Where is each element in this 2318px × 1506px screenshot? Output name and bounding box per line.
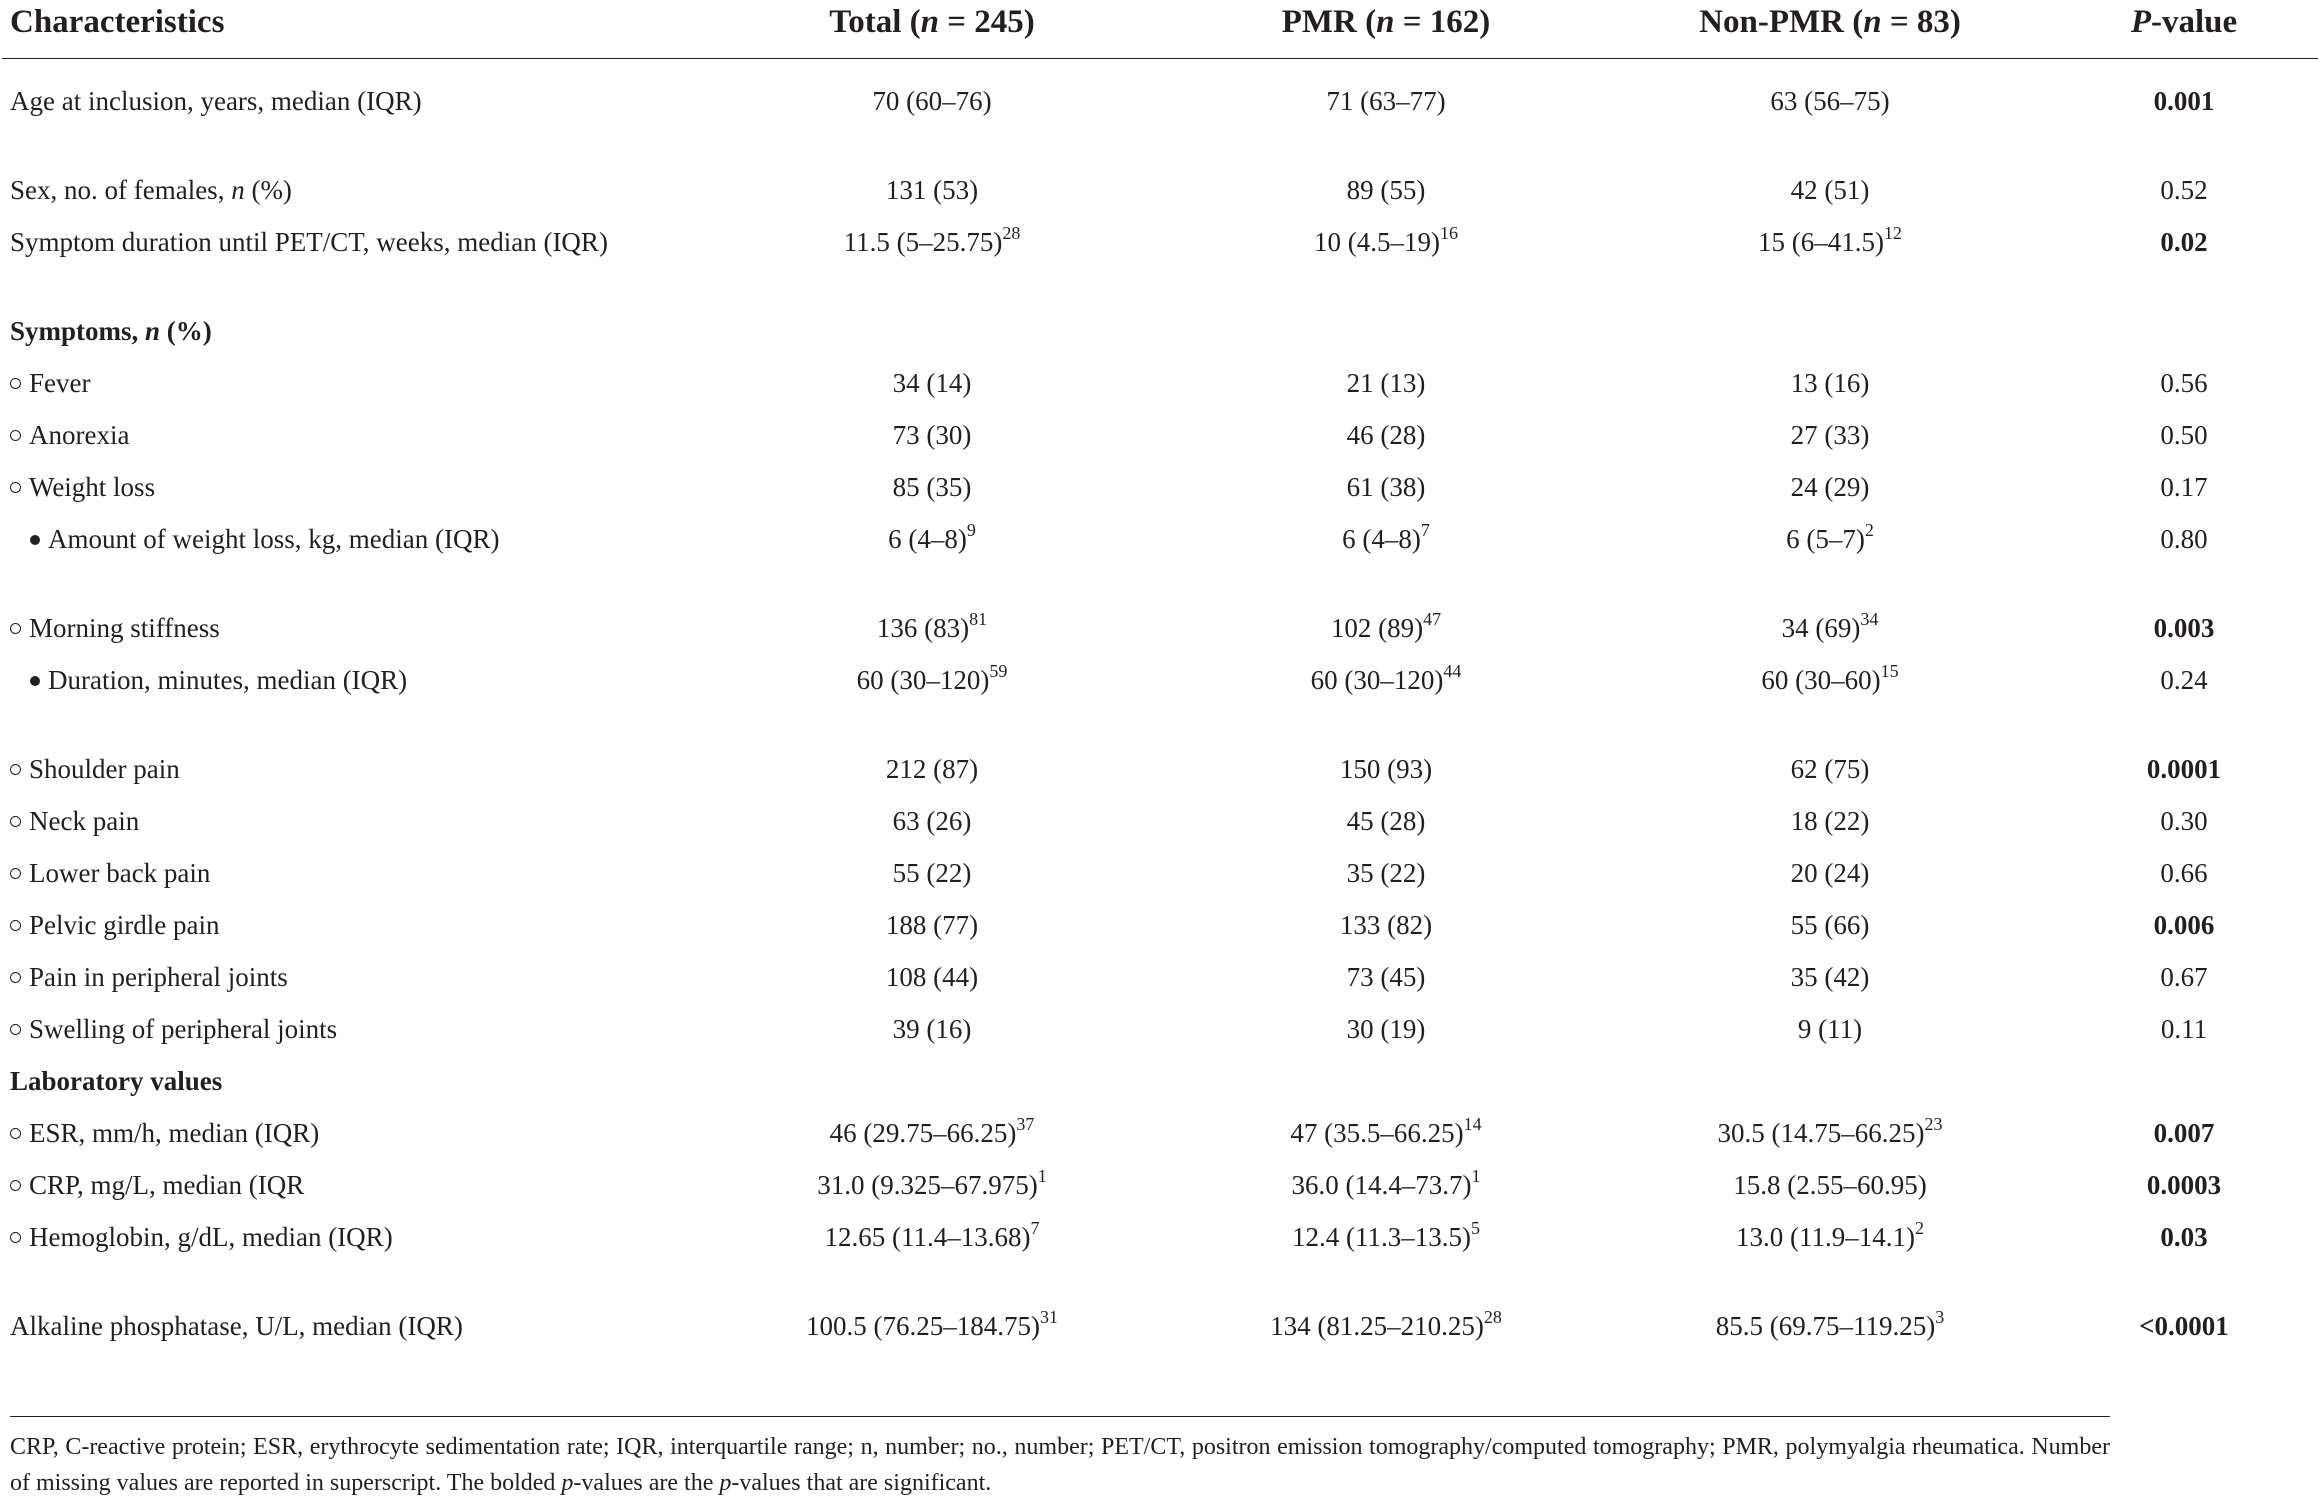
row-label: Shoulder pain bbox=[2, 751, 702, 803]
row-label: Alkaline phosphatase, U/L, median (IQR) bbox=[10, 1311, 463, 1341]
row-label: Pelvic girdle pain bbox=[2, 907, 702, 959]
cell-pmr: 47 $(35.5-66.25)^{14}$ bbox=[1290, 1114, 1482, 1148]
cell-nonpmr: 13 (16) bbox=[1790, 368, 1870, 398]
cell-nonpmr: 6 $(5-7)^2$ bbox=[1786, 520, 1874, 554]
cell-pmr: 73 (45) bbox=[1346, 962, 1426, 992]
cell-nonpmr bbox=[1610, 224, 2050, 313]
cell-total: 39 (16) bbox=[892, 1014, 972, 1044]
cell-pvalue: 0.001 bbox=[2153, 86, 2215, 116]
section-heading-symptoms: Symptoms, n (%) bbox=[10, 316, 212, 346]
missing-count: 1 bbox=[1037, 1166, 1047, 1186]
cell-nonpmr: 34 $(69)^{34}$ bbox=[1781, 609, 1879, 643]
row-label: Amount of weight loss, kg, median (IQR) bbox=[2, 521, 702, 610]
cell-pmr: 71 (63–77) bbox=[1326, 86, 1446, 116]
missing-count: 9 bbox=[966, 520, 976, 540]
row-label: Sex, no. of females, n (%) bbox=[10, 175, 292, 205]
table-row bbox=[2, 469, 2318, 521]
missing-count: 7 bbox=[1420, 520, 1430, 540]
circle-bullet-icon bbox=[10, 623, 21, 634]
cell-nonpmr: 15.8 (2.55–60.95) bbox=[1733, 1170, 1927, 1200]
table-footnote: CRP, C-reactive protein; ESR, erythrocyte sedimentation rate; IQR, interquartile range; n, number; no., number; PET/CT, positron emission tomography/computed tomography; PMR, polymyalgia rheumatica. Number of missing values are reported in superscript. The bolded p-values are the p-values that are significant. bbox=[10, 1416, 2110, 1501]
table-row bbox=[2, 1308, 2318, 1407]
row-label: Swelling of peripheral joints bbox=[2, 1011, 702, 1063]
cell-pvalue: 0.007 bbox=[2153, 1118, 2215, 1148]
row-label: Lower back pain bbox=[2, 855, 702, 907]
missing-count: 16 bbox=[1439, 223, 1458, 243]
cell-total: 31.0 $(9.325-67.975)^1$ bbox=[817, 1166, 1047, 1200]
cell-pvalue: 0.03 bbox=[2160, 1222, 2208, 1252]
section-row bbox=[2, 313, 2318, 365]
table-row bbox=[2, 959, 2318, 1011]
row-label: Morning stiffness bbox=[2, 610, 702, 662]
cell-total: 73 (30) bbox=[892, 420, 972, 450]
missing-count: 15 bbox=[1880, 661, 1899, 681]
cell-total: 55 (22) bbox=[892, 858, 972, 888]
header-characteristics: Characteristics bbox=[2, 0, 702, 59]
missing-count: 12 bbox=[1883, 223, 1902, 243]
cell-total: 46 $(29.75-66.25)^{37}$ bbox=[829, 1114, 1035, 1148]
table-row bbox=[2, 172, 2318, 224]
cell-total: 131 (53) bbox=[885, 175, 979, 205]
cell-nonpmr: 13.0 $(11.9-14.1)^2$ bbox=[1736, 1218, 1924, 1252]
cell-total: 12.65 $(11.4-13.68)^7$ bbox=[824, 1218, 1040, 1252]
cell-total bbox=[702, 224, 1162, 313]
circle-bullet-icon bbox=[10, 764, 21, 775]
circle-bullet-icon bbox=[10, 1232, 21, 1243]
cell-pvalue: 0.52 bbox=[2160, 175, 2208, 205]
cell-value: 15 (6–41.5) bbox=[1758, 227, 1884, 257]
missing-count: 37 bbox=[1016, 1114, 1035, 1134]
cell-pvalue: 0.006 bbox=[2153, 910, 2215, 940]
cell-total: 70 (60–76) bbox=[872, 86, 992, 116]
missing-count: 1 bbox=[1471, 1166, 1481, 1186]
cell-nonpmr: 85.5 $(69.75-119.25)^3$ bbox=[1715, 1307, 1945, 1341]
header-nonpmr: Non-PMR (n = 83) bbox=[1610, 0, 2050, 59]
missing-count: 59 bbox=[989, 661, 1008, 681]
row-label: ESR, mm/h, median (IQR) bbox=[2, 1115, 702, 1167]
cell-nonpmr: 9 (11) bbox=[1797, 1014, 1863, 1044]
cell-pvalue: 0.80 bbox=[2160, 524, 2208, 554]
cell-nonpmr: 24 (29) bbox=[1790, 472, 1870, 502]
circle-bullet-icon bbox=[10, 868, 21, 879]
missing-count: 7 bbox=[1030, 1218, 1040, 1238]
characteristics-table bbox=[2, 0, 2318, 1407]
missing-count: 2 bbox=[1914, 1218, 1924, 1238]
cell-pmr bbox=[1162, 224, 1610, 313]
table-row bbox=[2, 662, 2318, 751]
missing-count: 81 bbox=[969, 609, 988, 629]
table-row bbox=[2, 803, 2318, 855]
circle-bullet-icon bbox=[10, 972, 21, 983]
header-row bbox=[2, 0, 2318, 59]
cell-pmr: 133 (82) bbox=[1339, 910, 1433, 940]
cell-pvalue: 0.67 bbox=[2160, 962, 2208, 992]
missing-count: 34 bbox=[1860, 609, 1879, 629]
circle-bullet-icon bbox=[10, 816, 21, 827]
cell-pvalue: 0.56 bbox=[2160, 368, 2208, 398]
row-label: CRP, mg/L, median (IQR bbox=[2, 1167, 702, 1219]
cell-nonpmr: 62 (75) bbox=[1790, 754, 1870, 784]
missing-count: 5 bbox=[1470, 1218, 1480, 1238]
cell-total: 85 (35) bbox=[892, 472, 972, 502]
cell-nonpmr: 63 (56–75) bbox=[1770, 86, 1890, 116]
cell-nonpmr: 60 $(30-60)^{15}$ bbox=[1761, 661, 1899, 695]
row-label: Fever bbox=[2, 365, 702, 417]
circle-bullet-icon bbox=[10, 430, 21, 441]
table-row bbox=[2, 417, 2318, 469]
cell-pvalue: 0.30 bbox=[2160, 806, 2208, 836]
circle-bullet-icon bbox=[10, 378, 21, 389]
cell-pmr: 6 $(4-8)^7$ bbox=[1342, 520, 1430, 554]
cell-value: 11.5 (5–25.75) bbox=[843, 227, 1003, 257]
cell-total: 60 $(30-120)^{59}$ bbox=[856, 661, 1008, 695]
cell-total: 108 (44) bbox=[885, 962, 979, 992]
filled-bullet-icon bbox=[30, 676, 40, 686]
cell-pmr: 150 (93) bbox=[1339, 754, 1433, 784]
table-row bbox=[2, 1219, 2318, 1308]
cell-nonpmr: 30.5 $(14.75-66.25)^{23}$ bbox=[1717, 1114, 1943, 1148]
cell-value: 10 (4.5–19) bbox=[1314, 227, 1440, 257]
cell-pmr: 134 $(81.25-210.25)^{28}$ bbox=[1270, 1307, 1502, 1341]
table-row bbox=[2, 1115, 2318, 1167]
cell-pvalue: 0.24 bbox=[2160, 665, 2208, 695]
circle-bullet-icon bbox=[10, 920, 21, 931]
cell-pmr: 21 (13) bbox=[1346, 368, 1426, 398]
cell-pmr: 46 (28) bbox=[1346, 420, 1426, 450]
cell-pvalue: 0.17 bbox=[2160, 472, 2208, 502]
cell-total: 136 $(83)^{81}$ bbox=[876, 609, 988, 643]
cell-total: 6 $(4-8)^9$ bbox=[888, 520, 976, 554]
table-row bbox=[2, 907, 2318, 959]
cell-pmr: 12.4 $(11.3-13.5)^5$ bbox=[1292, 1218, 1480, 1252]
table-row bbox=[2, 1011, 2318, 1063]
missing-count: 3 bbox=[1935, 1307, 1945, 1327]
cell-nonpmr: 42 (51) bbox=[1790, 175, 1870, 205]
cell-total: 63 (26) bbox=[892, 806, 972, 836]
header-total: Total (n = 245) bbox=[702, 0, 1162, 59]
missing-count: 31 bbox=[1039, 1307, 1058, 1327]
header-pvalue: P-value bbox=[2050, 0, 2318, 59]
cell-pmr: 102 $(89)^{47}$ bbox=[1330, 609, 1442, 643]
cell-pvalue: 0.003 bbox=[2153, 613, 2215, 643]
table-row bbox=[2, 1167, 2318, 1219]
row-label: Pain in peripheral joints bbox=[2, 959, 702, 1011]
cell-pmr: 36.0 $(14.4-73.7)^1$ bbox=[1291, 1166, 1481, 1200]
table-row bbox=[2, 751, 2318, 803]
filled-bullet-icon bbox=[30, 535, 40, 545]
table-row bbox=[2, 224, 2318, 313]
table-row bbox=[2, 855, 2318, 907]
cell-nonpmr: 18 (22) bbox=[1790, 806, 1870, 836]
row-label: Age at inclusion, years, median (IQR) bbox=[10, 86, 422, 116]
missing-count: 2 bbox=[1864, 520, 1874, 540]
cell-pvalue: 0.0003 bbox=[2146, 1170, 2222, 1200]
header-pmr: PMR (n = 162) bbox=[1162, 0, 1610, 59]
circle-bullet-icon bbox=[10, 1024, 21, 1035]
cell-pvalue: 0.50 bbox=[2160, 420, 2208, 450]
cell-pvalue: <0.0001 bbox=[2139, 1311, 2229, 1341]
table-row bbox=[2, 521, 2318, 610]
row-label: Duration, minutes, median (IQR) bbox=[2, 662, 702, 751]
table-row bbox=[2, 365, 2318, 417]
row-label: Weight loss bbox=[2, 469, 702, 521]
table-row bbox=[2, 610, 2318, 662]
table-row bbox=[2, 59, 2318, 173]
cell-pvalue: 0.0001 bbox=[2146, 754, 2222, 784]
cell-total: 212 (87) bbox=[885, 754, 979, 784]
row-label: Symptom duration until PET/CT, weeks, median (IQR) bbox=[10, 227, 608, 257]
cell-pmr: 35 (22) bbox=[1346, 858, 1426, 888]
cell-pmr: 61 (38) bbox=[1346, 472, 1426, 502]
cell-nonpmr: 20 (24) bbox=[1790, 858, 1870, 888]
circle-bullet-icon bbox=[10, 1128, 21, 1139]
missing-count: 23 bbox=[1924, 1114, 1943, 1134]
cell-nonpmr: 35 (42) bbox=[1790, 962, 1870, 992]
circle-bullet-icon bbox=[10, 1180, 21, 1191]
cell-total: 100.5 $(76.25-184.75)^{31}$ bbox=[806, 1307, 1058, 1341]
cell-nonpmr: 27 (33) bbox=[1790, 420, 1870, 450]
cell-pvalue: 0.66 bbox=[2160, 858, 2208, 888]
missing-count: 14 bbox=[1463, 1114, 1482, 1134]
missing-count: 28 bbox=[1483, 1307, 1502, 1327]
row-label: Hemoglobin, g/dL, median (IQR) bbox=[2, 1219, 702, 1308]
cell-pmr: 89 (55) bbox=[1346, 175, 1426, 205]
row-label: Neck pain bbox=[2, 803, 702, 855]
circle-bullet-icon bbox=[10, 482, 21, 493]
missing-count: 44 bbox=[1443, 661, 1462, 681]
cell-pvalue: 0.02 bbox=[2160, 227, 2208, 257]
cell-total: 188 (77) bbox=[885, 910, 979, 940]
cell-pmr: 60 $(30-120)^{44}$ bbox=[1310, 661, 1462, 695]
section-row bbox=[2, 1063, 2318, 1115]
cell-nonpmr: 55 (66) bbox=[1790, 910, 1870, 940]
row-label: Anorexia bbox=[2, 417, 702, 469]
cell-pmr: 45 (28) bbox=[1346, 806, 1426, 836]
section-heading-laboratory: Laboratory values bbox=[10, 1066, 223, 1096]
missing-count: 28 bbox=[1002, 223, 1021, 243]
missing-count: 47 bbox=[1423, 609, 1442, 629]
cell-pvalue: 0.11 bbox=[2160, 1014, 2208, 1044]
cell-pmr: 30 (19) bbox=[1346, 1014, 1426, 1044]
cell-total: 34 (14) bbox=[892, 368, 972, 398]
